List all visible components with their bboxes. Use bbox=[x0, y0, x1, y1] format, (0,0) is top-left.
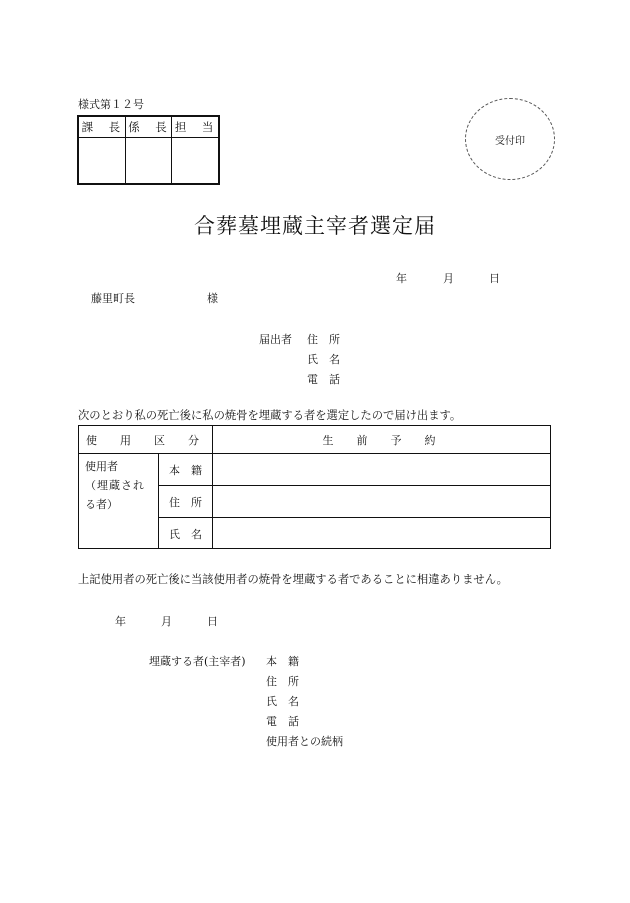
date-month-label: 月 bbox=[161, 615, 172, 628]
successor-phone-label: 電 話 bbox=[266, 715, 299, 728]
successor-label: 埋蔵する者(主宰者) bbox=[149, 655, 246, 668]
successor-name-label: 氏 名 bbox=[266, 695, 299, 708]
field-label-domicile: 本 籍 bbox=[169, 463, 202, 477]
address-input-cell[interactable] bbox=[213, 486, 551, 517]
intro-text: 次のとおり私の死亡後に私の焼骨を埋蔵する者を選定したので届け出ます。 bbox=[78, 409, 462, 422]
domicile-input-cell[interactable] bbox=[213, 454, 551, 485]
date-year-label: 年 bbox=[115, 615, 126, 628]
successor-relation-label: 使用者との続柄 bbox=[266, 735, 343, 748]
approval-table bbox=[77, 115, 220, 185]
addressee-name: 藤里町長 bbox=[91, 292, 135, 305]
date-day-label: 日 bbox=[207, 615, 218, 628]
approval-column-subsection-chief bbox=[126, 117, 173, 183]
approval-seal-cell[interactable] bbox=[79, 138, 125, 183]
approval-header: 課 長 bbox=[79, 117, 125, 138]
date-day-label: 日 bbox=[489, 272, 500, 285]
table-header-usage-category: 使 用 区 分 bbox=[86, 433, 205, 447]
applicant-phone-label: 電 話 bbox=[307, 373, 340, 386]
document-title: 合葬墓埋蔵主宰者選定届 bbox=[194, 214, 436, 238]
name-input-cell[interactable] bbox=[213, 518, 551, 549]
successor-address-label: 住 所 bbox=[266, 675, 299, 688]
receipt-stamp-label: 受付印 bbox=[495, 135, 525, 147]
approval-header: 係 長 bbox=[126, 117, 172, 138]
applicant-name-label: 氏 名 bbox=[307, 353, 340, 366]
approval-column-section-chief bbox=[79, 117, 126, 183]
applicant-address-label: 住 所 bbox=[307, 333, 340, 346]
form-number: 様式第１２号 bbox=[78, 98, 144, 111]
applicant-label: 届出者 bbox=[259, 333, 292, 346]
successor-domicile-label: 本 籍 bbox=[266, 655, 299, 668]
confirmation-text: 上記使用者の死亡後に当該使用者の焼骨を埋蔵する者であることに相違ありません。 bbox=[78, 573, 508, 586]
field-label-address: 住 所 bbox=[169, 495, 202, 509]
approval-seal-cell[interactable] bbox=[126, 138, 172, 183]
approval-seal-cell[interactable] bbox=[172, 138, 218, 183]
approval-header: 担 当 bbox=[172, 117, 218, 138]
row-label-user-note-end: る者） bbox=[85, 498, 118, 511]
receipt-stamp-circle bbox=[465, 98, 555, 180]
row-label-user-note: （埋蔵され bbox=[85, 479, 145, 492]
approval-column-staff bbox=[172, 117, 218, 183]
table-header-pre-reservation: 生 前 予 約 bbox=[322, 433, 442, 447]
date-month-label: 月 bbox=[443, 272, 454, 285]
user-info-table bbox=[78, 425, 551, 549]
row-label-user: 使用者 bbox=[85, 460, 118, 473]
field-label-name: 氏 名 bbox=[169, 527, 202, 541]
addressee-honorific: 様 bbox=[207, 292, 218, 305]
date-year-label: 年 bbox=[396, 272, 407, 285]
